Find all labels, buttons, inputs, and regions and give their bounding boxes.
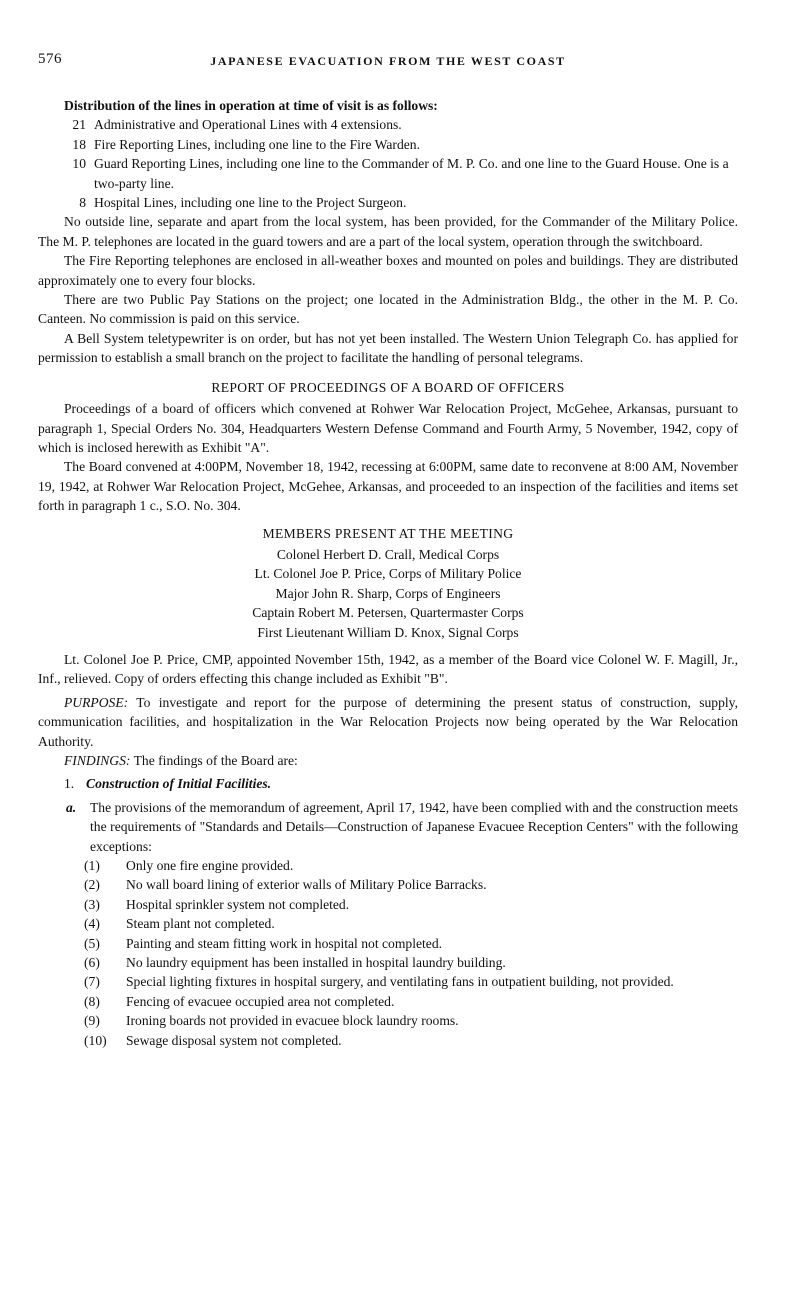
list-item bbox=[38, 1011, 738, 1030]
item-number: (6) bbox=[84, 955, 100, 971]
distribution-list bbox=[38, 115, 738, 212]
item-number: (7) bbox=[84, 974, 100, 990]
item-text: No wall board lining of exterior walls of Military Police Barracks. bbox=[126, 877, 487, 893]
item-number: 18 bbox=[72, 136, 86, 152]
item-text: Hospital sprinkler system not completed. bbox=[126, 896, 350, 912]
page-body bbox=[38, 96, 738, 1050]
list-item bbox=[38, 193, 738, 212]
paragraph-purpose bbox=[38, 693, 738, 751]
paragraph-pay-stations: There are two Public Pay Stations on the project; one located in the Administration Bldg., the other in the M. P. Co. Canteen. No commission is paid on this service. bbox=[38, 292, 738, 327]
finding-sub-a bbox=[38, 798, 738, 856]
list-item bbox=[38, 934, 738, 953]
item-text: Steam plant not completed. bbox=[126, 916, 275, 932]
list-item bbox=[38, 115, 738, 134]
item-number: (10) bbox=[84, 1032, 107, 1048]
member-entry: First Lieutenant William D. Knox, Signal Corps bbox=[257, 624, 519, 640]
paragraph-findings bbox=[38, 751, 738, 770]
item-number: (4) bbox=[84, 916, 100, 932]
sub-a-marker: a. bbox=[66, 799, 77, 815]
members-heading: MEMBERS PRESENT AT THE MEETING bbox=[262, 525, 514, 541]
item-text: No laundry equipment has been installed in hospital laundry building. bbox=[126, 955, 506, 971]
paragraph-proceedings: Proceedings of a board of officers which convened at Rohwer War Relocation Project, McGehee, Arkansas, pursuant to paragraph 1, Special Orders No. 304, Headquarters Western Defense Command and Fourth Army, 5 November, 1942, copy of which is inclosed herewith as Exhibit "A". bbox=[38, 401, 738, 455]
member-entry: Lt. Colonel Joe P. Price, Corps of Military Police bbox=[254, 566, 522, 582]
paragraph-outside-line: No outside line, separate and apart from the local system, has been provided, for the Commander of the Military Police. The M. P. telephones are located in the guard towers and are a part of the local system, operation through the switchboard. bbox=[38, 214, 738, 249]
item-number: (9) bbox=[84, 1013, 100, 1029]
paragraph-board-convened: The Board convened at 4:00PM, November 18, 1942, recessing at 6:00PM, same date to reconvene at 8:00 AM, November 19, 1942, at Rohwer War Relocation Project, McGehee, Arkansas, and proceeded to an inspection of the facilities and items set forth in paragraph 1 c., S.O. No. 304. bbox=[38, 459, 738, 514]
list-item bbox=[38, 953, 738, 972]
sub-a-text: The provisions of the memorandum of agreement, April 17, 1942, have been complied with and the construction meets the requirements of "Standards and Details—Construction of Japanese Evacuee Reception Centers" with the following exceptions: bbox=[90, 799, 738, 854]
item-text: Sewage disposal system not completed. bbox=[126, 1032, 342, 1048]
finding-number: 1. bbox=[64, 776, 75, 792]
list-item bbox=[38, 914, 738, 933]
page-header bbox=[38, 50, 738, 74]
item-number: 8 bbox=[79, 195, 86, 211]
member-entry: Major John R. Sharp, Corps of Engineers bbox=[275, 585, 501, 601]
item-text: Guard Reporting Lines, including one line to the Commander of M. P. Co. and one line to the Guard House. One is a two-party line. bbox=[94, 156, 729, 191]
list-item bbox=[38, 154, 738, 193]
item-text: Fencing of evacuee occupied area not completed. bbox=[126, 993, 395, 1009]
findings-text: The findings of the Board are: bbox=[130, 753, 298, 768]
item-number: (1) bbox=[84, 858, 100, 874]
item-text: Ironing boards not provided in evacuee block laundry rooms. bbox=[126, 1013, 459, 1029]
purpose-label: PURPOSE: bbox=[64, 694, 129, 710]
list-item bbox=[38, 1031, 738, 1050]
list-item bbox=[38, 856, 738, 875]
item-text: Only one fire engine provided. bbox=[126, 858, 294, 874]
findings-label: FINDINGS: bbox=[64, 753, 131, 768]
list-item bbox=[38, 895, 738, 914]
item-text: Special lighting fixtures in hospital surgery, and ventilating fans in outpatient building, not provided. bbox=[126, 974, 674, 990]
exceptions-list bbox=[38, 856, 738, 1050]
list-item bbox=[38, 992, 738, 1011]
list-item bbox=[38, 972, 738, 991]
item-number: (8) bbox=[84, 993, 100, 1009]
item-text: Fire Reporting Lines, including one line to the Fire Warden. bbox=[94, 136, 420, 152]
item-text: Administrative and Operational Lines with 4 extensions. bbox=[94, 117, 402, 133]
members-section bbox=[38, 524, 738, 642]
item-number: 10 bbox=[72, 156, 86, 172]
purpose-text: To investigate and report for the purpose of determining the present status of construction, supply, communication facilities, and hospitalization in the War Relocation Projects now being operated by the War Relocation Authority. bbox=[38, 694, 738, 749]
list-item bbox=[38, 875, 738, 894]
paragraph-teletypewriter: A Bell System teletypewriter is on order, but has not yet been installed. The Western Union Telegraph Co. has applied for permission to establish a small branch on the project to facilitate the handling of personal telegrams. bbox=[38, 330, 738, 366]
item-text: Painting and steam fitting work in hospital not completed. bbox=[126, 935, 443, 951]
page-number: 576 bbox=[38, 51, 62, 67]
item-number: (3) bbox=[84, 896, 100, 912]
item-text: Hospital Lines, including one line to the Project Surgeon. bbox=[94, 195, 407, 211]
item-number: (2) bbox=[84, 877, 100, 893]
paragraph-appointment: Lt. Colonel Joe P. Price, CMP, appointed November 15th, 1942, as a member of the Board vice Colonel W. F. Magill, Jr., Inf., relieved. Copy of orders effecting this change included as Exhibit "B". bbox=[38, 651, 738, 687]
member-entry: Captain Robert M. Petersen, Quartermaster Corps bbox=[252, 605, 524, 621]
distribution-intro: Distribution of the lines in operation at time of visit is as follows: bbox=[64, 98, 438, 113]
item-number: (5) bbox=[84, 935, 100, 951]
finding-heading bbox=[38, 774, 738, 793]
list-item bbox=[38, 135, 738, 154]
report-heading: REPORT OF PROCEEDINGS OF A BOARD OF OFFICERS bbox=[211, 379, 565, 395]
item-number: 21 bbox=[72, 117, 86, 133]
member-entry: Colonel Herbert D. Crall, Medical Corps bbox=[276, 546, 500, 562]
paragraph-fire-reporting: The Fire Reporting telephones are enclosed in all-weather boxes and mounted on poles and buildings. They are distributed approximately one to every four blocks. bbox=[38, 253, 738, 288]
running-head: JAPANESE EVACUATION FROM THE WEST COAST bbox=[210, 54, 566, 68]
finding-title: Construction of Initial Facilities. bbox=[86, 776, 272, 792]
